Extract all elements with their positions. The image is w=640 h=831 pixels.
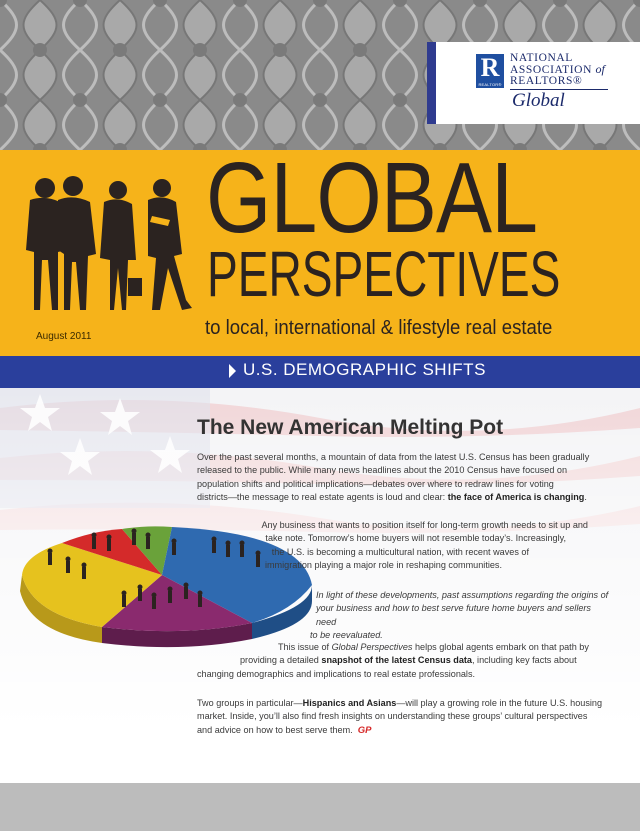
masthead-title-perspectives: PERSPECTIVES — [207, 238, 561, 310]
p5-line-3: and advice on how to best serve them. GP — [197, 724, 372, 736]
p5-line-2: market. Inside, you’ll also find fresh insights on understanding these groups’ cultural perspectives — [197, 711, 588, 722]
p3-line: to be reevaluated. — [310, 629, 383, 640]
logo-global-text: Global — [512, 90, 565, 111]
article-paragraph-3 — [310, 589, 610, 642]
p5-line-1: Two groups in particular—Hispanics and Asians—will play a growing role in the future U.S. housing — [197, 698, 603, 708]
p4-line-2: providing a detailed snapshot of the latest Census data, including key facts about — [240, 655, 577, 666]
realtor-r-icon — [476, 54, 504, 88]
p1-line: population shifts and political implications—debates over where to redraw lines for voting — [197, 478, 554, 489]
p1-line: Over the past several months, a mountain of data from the latest U.S. Census has been gradually — [197, 452, 590, 462]
page-footer-band — [0, 783, 640, 831]
masthead-title-global: GLOBAL — [206, 150, 538, 254]
header-pattern — [0, 0, 640, 150]
p4-line-3: changing demographics and implications to real estate professionals. — [197, 668, 476, 679]
p4-line-1: This issue of Global Perspectives helps global agents embark on that path by — [278, 642, 589, 652]
p2-line: the U.S. is becoming a multicultural nation, with recent waves of — [271, 546, 529, 557]
business-people-silhouettes-image — [0, 150, 200, 356]
p1-line-last: districts—the message to real estate agents is loud and clear: the face of America is changing. — [197, 491, 587, 502]
end-mark-gp: GP — [357, 724, 372, 736]
p2-line: Any business that wants to position itself for long-term growth needs to sit up and — [261, 520, 588, 530]
realtor-r-letter: R — [480, 53, 500, 82]
realtor-r-sublabel: REALTOR® — [478, 82, 502, 87]
article — [197, 416, 607, 440]
p3-line: In light of these developments, past assumptions regarding the origins of — [316, 590, 609, 600]
title-band — [0, 150, 640, 356]
article-paragraph-1 — [197, 451, 617, 504]
section-heading: U.S. DEMOGRAPHIC SHIFTS — [243, 360, 486, 379]
logo-line-2: ASSOCIATION of — [510, 62, 605, 76]
logo-wordmark — [510, 53, 605, 87]
masthead-tagline: to local, international & lifestyle real estate — [205, 317, 553, 339]
p2-line: take note. Tomorrow’s home buyers will not resemble today’s. Increasingly, — [265, 533, 566, 544]
p1-line: released to the public. While many news headlines about the 2010 Census have focused on — [197, 465, 568, 476]
article-paragraph-2 — [0, 519, 589, 572]
article-paragraph-4 — [197, 641, 617, 681]
section-bar — [0, 356, 640, 388]
logo-line-3: REALTORS® — [510, 75, 583, 87]
logo-line-1: NATIONAL — [510, 52, 573, 64]
issue-date: August 2011 — [36, 331, 92, 342]
article-title: The New American Melting Pot — [197, 416, 504, 439]
p3-line: your business and how to best serve future home buyers and sellers need — [316, 603, 591, 627]
nar-global-logo[interactable] — [427, 42, 640, 124]
p2-line: immigration playing a major role in reshaping communities. — [264, 559, 502, 570]
article-paragraph-5 — [197, 697, 617, 737]
triangle-right-icon — [229, 364, 236, 378]
